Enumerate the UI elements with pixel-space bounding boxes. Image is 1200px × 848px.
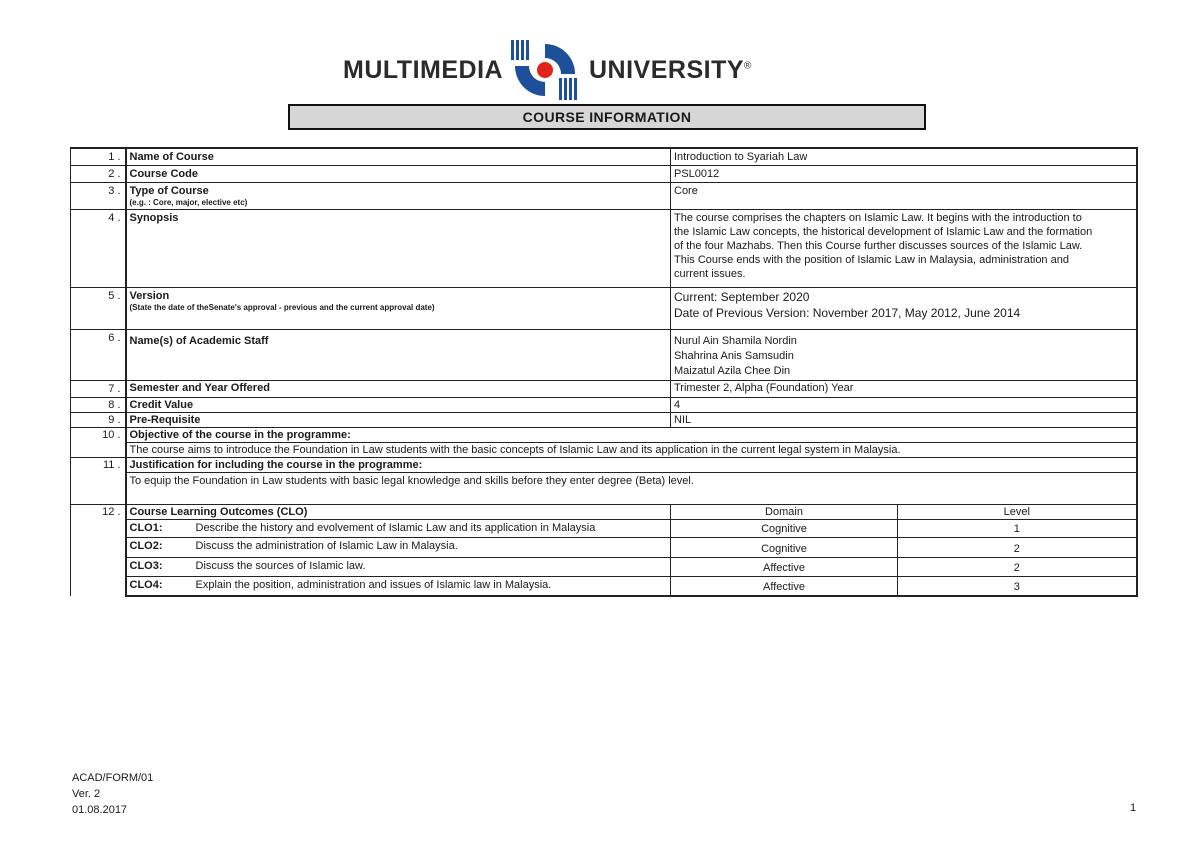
clo-text: Explain the position, administration and issues of Islamic law in Malaysia. (195, 579, 552, 591)
row-number: 11 . (71, 458, 126, 505)
field-value: Introduction to Syariah Law (671, 148, 1137, 166)
synopsis-line: This Course ends with the position of Islamic Law in Malaysia, administration and (674, 254, 1069, 266)
field-value: The course aims to introduce the Foundation in Law students with the basic concepts of Islamic Law and its application in the current legal system in Malaysia. (126, 443, 1137, 458)
clo-row (71, 577, 1137, 596)
field-label: Semester and Year Offered (126, 381, 671, 398)
clo-text: Discuss the administration of Islamic Law in Malaysia. (195, 540, 458, 552)
staff-name: Shahrina Anis Samsudin (674, 350, 794, 362)
field-value: NIL (671, 413, 1137, 428)
row-number: 6 . (71, 330, 126, 381)
logo-emblem-icon (509, 40, 585, 100)
field-label-cell (126, 183, 671, 210)
staff-name: Nurul Ain Shamila Nordin (674, 335, 797, 347)
row-number: 7 . (71, 381, 126, 398)
row-objective-value (71, 443, 1137, 458)
form-version: Ver. 2 (72, 788, 101, 800)
version-current: Current: September 2020 (674, 290, 810, 304)
row-type-of-course (71, 183, 1137, 210)
university-logo (343, 40, 763, 102)
field-hint: (e.g. : Core, major, elective etc) (129, 198, 248, 207)
clo-code: CLO3: (129, 560, 163, 572)
field-label: Credit Value (126, 398, 671, 413)
clo-header-label: Course Learning Outcomes (CLO) (126, 505, 671, 520)
clo-row (71, 520, 1137, 538)
row-clo-header (71, 505, 1137, 520)
row-number: 4 . (71, 210, 126, 288)
row-number: 3 . (71, 183, 126, 210)
clo-code: CLO2: (129, 540, 163, 552)
field-label-cell (126, 288, 671, 330)
course-info-table (70, 147, 1138, 597)
row-number: 2 . (71, 166, 126, 183)
field-label: Objective of the course in the programme: (126, 428, 1137, 443)
row-credit-value (71, 398, 1137, 413)
clo-text: Discuss the sources of Islamic law. (195, 560, 366, 572)
field-hint: (State the date of theSenate's approval - previous and the current approval date) (129, 303, 435, 312)
row-objective-label (71, 428, 1137, 443)
logo-word-university: UNIVERSITY® (589, 56, 752, 84)
row-name-of-course (71, 148, 1137, 166)
row-number: 5 . (71, 288, 126, 330)
clo-domain: Affective (671, 558, 898, 577)
clo-domain: Cognitive (671, 520, 898, 538)
synopsis-line: the Islamic Law concepts, the historical development of Islamic Law and the formation (674, 226, 1093, 238)
clo-level: 3 (898, 577, 1137, 596)
row-number: 9 . (71, 413, 126, 428)
clo-text: Describe the history and evolvement of Islamic Law and its application in Malaysia (195, 522, 596, 534)
row-academic-staff (71, 330, 1137, 381)
version-value (671, 288, 1137, 330)
clo-outcome (126, 520, 671, 538)
field-value: 4 (671, 398, 1137, 413)
page-number: 1 (1130, 802, 1137, 814)
field-label: Pre-Requisite (126, 413, 671, 428)
field-label: Type of Course (129, 185, 209, 197)
clo-row (71, 538, 1137, 558)
page-title: COURSE INFORMATION (288, 104, 926, 130)
logo-word-multimedia: MULTIMEDIA (343, 56, 504, 84)
clo-level-header: Level (898, 505, 1137, 520)
clo-level: 2 (898, 558, 1137, 577)
staff-list (671, 330, 1137, 381)
synopsis-line: The course comprises the chapters on Islamic Law. It begins with the introduction to (674, 212, 1082, 224)
clo-level: 2 (898, 538, 1137, 558)
field-value: To equip the Foundation in Law students with basic legal knowledge and skills before they enter degree (Beta) level. (126, 473, 1137, 505)
row-justification-value (71, 473, 1137, 505)
field-value: Core (671, 183, 1137, 210)
field-value: PSL0012 (671, 166, 1137, 183)
row-number: 1 . (71, 148, 126, 166)
document-footer (72, 770, 153, 818)
row-number: 12 . (71, 505, 126, 596)
field-label: Version (129, 290, 170, 302)
field-label: Name of Course (126, 148, 671, 166)
row-version (71, 288, 1137, 330)
staff-name: Maizatul Azila Chee Din (674, 365, 791, 377)
clo-domain-header: Domain (671, 505, 898, 520)
row-course-code (71, 166, 1137, 183)
clo-outcome (126, 558, 671, 577)
row-number: 10 . (71, 428, 126, 458)
clo-domain: Affective (671, 577, 898, 596)
version-previous: Date of Previous Version: November 2017, May 2012, June 2014 (674, 306, 1021, 320)
field-label: Synopsis (126, 210, 671, 288)
field-label: Justification for including the course in the programme: (126, 458, 1137, 473)
field-label: Name(s) of Academic Staff (126, 330, 671, 381)
row-prerequisite (71, 413, 1137, 428)
clo-code: CLO4: (129, 579, 163, 591)
row-synopsis (71, 210, 1137, 288)
row-justification-label (71, 458, 1137, 473)
synopsis-line: of the four Mazhabs. Then this Course further discusses sources of the Islamic Law. (674, 240, 1083, 252)
clo-code: CLO1: (129, 522, 163, 534)
form-date: 01.08.2017 (72, 804, 128, 816)
field-label: Course Code (126, 166, 671, 183)
clo-outcome (126, 538, 671, 558)
synopsis-line: current issues. (674, 268, 746, 280)
row-semester (71, 381, 1137, 398)
synopsis-text (671, 210, 1137, 288)
clo-domain: Cognitive (671, 538, 898, 558)
field-value: Trimester 2, Alpha (Foundation) Year (671, 381, 1137, 398)
clo-level: 1 (898, 520, 1137, 538)
clo-outcome (126, 577, 671, 596)
clo-row (71, 558, 1137, 577)
form-id: ACAD/FORM/01 (72, 772, 154, 784)
row-number: 8 . (71, 398, 126, 413)
